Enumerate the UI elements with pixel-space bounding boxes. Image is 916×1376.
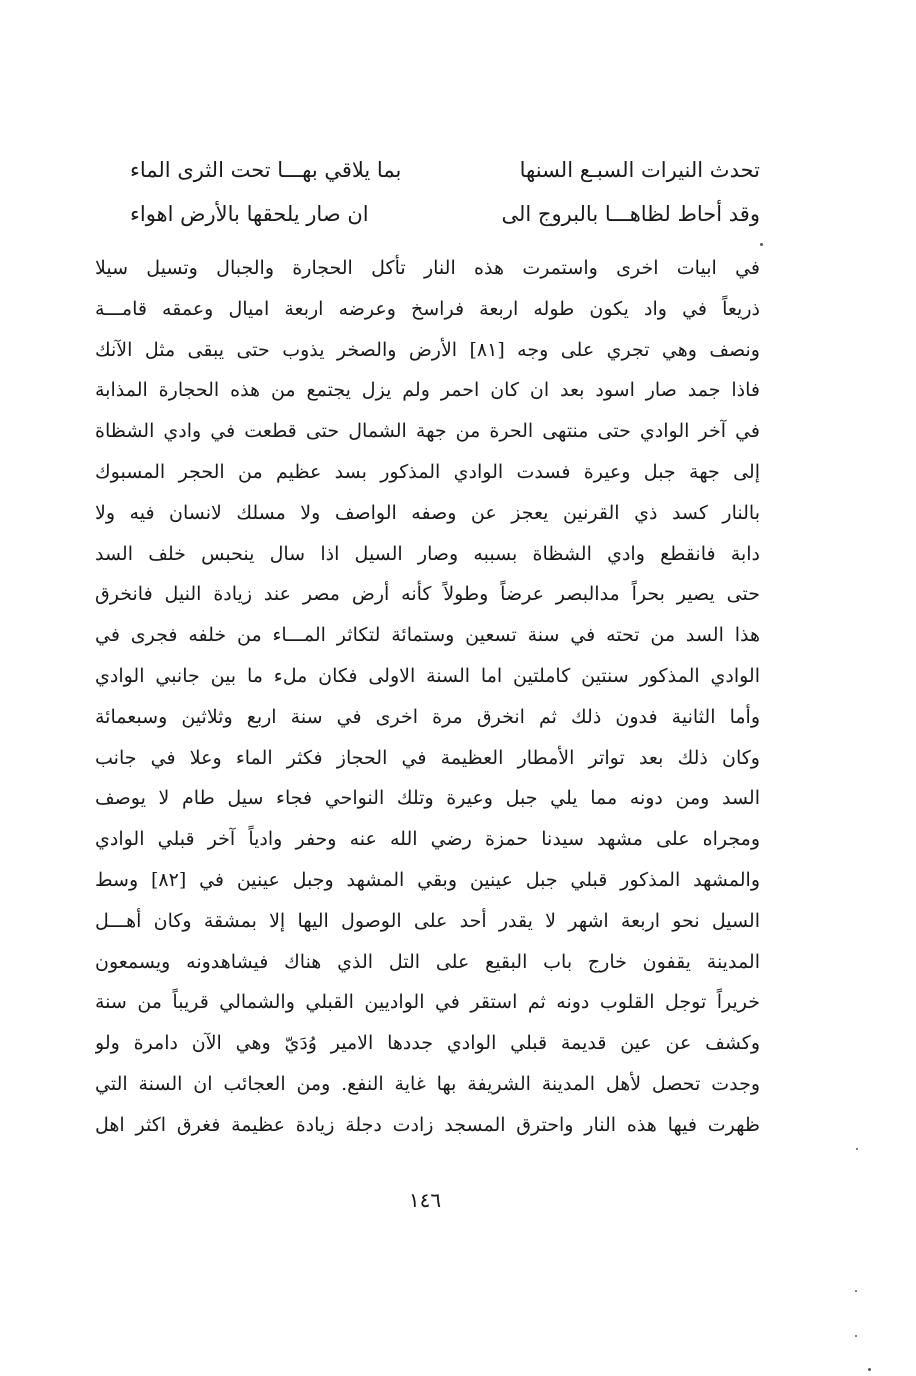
poem-second-hemistich: بما يلاقي بهـــا تحت الثرى الماء bbox=[130, 158, 402, 182]
poem-line bbox=[130, 148, 760, 192]
scan-speck bbox=[855, 1335, 857, 1337]
body-paragraph bbox=[95, 248, 760, 1146]
scan-speck bbox=[868, 1368, 871, 1371]
text-line: خريراً توجل القلوب دونه ثم استقر في الواديين القبلي والشمالي قريباً من سنة bbox=[95, 991, 760, 1014]
poem-first-hemistich: وقد أحاط لظاهـــا بالبروج الى bbox=[501, 202, 760, 226]
text-line: بالنار كسد ذي القرنين يعجز عن وصفه الواصف ولا مسلك لانسان فيه ولا bbox=[95, 501, 760, 524]
text-line: ظهرت فيها هذه النار واحترق المسجد زادت دجلة زيادة عظيمة فغرق اكثر اهل bbox=[95, 1113, 760, 1136]
text-line: ونصف وهي تجري على وجه [٨١] الأرض والصخر يذوب حتى يبقى مثل الآنك bbox=[95, 338, 760, 361]
scan-speck bbox=[760, 243, 763, 246]
text-line: إلى جهة جبل وعيرة فسدت الوادي المذكور بسد عظيم من الحجر المسبوك bbox=[95, 460, 760, 483]
text-line: وكان ذلك بعد تواتر الأمطار العظيمة في الحجاز فكثر الماء وعلا في جانب bbox=[95, 746, 760, 769]
text-line: في آخر الوادي حتى منتهى الحرة من جهة الشمال حتى قطعت في وادي الشظاة bbox=[95, 420, 760, 443]
text-line: دابة فانقطع وادي الشظاة بسببه وصار السيل اذا سال ينحبس خلف السد bbox=[95, 542, 760, 565]
text-line: فاذا جمد صار اسود بعد ان كان احمر ولم يزل يجتمع من هذه الحجارة المذابة bbox=[95, 379, 760, 402]
poem-line bbox=[130, 192, 760, 236]
page-number: ١٤٦ bbox=[408, 1188, 442, 1212]
text-line: وجدت تحصل لأهل المدينة الشريفة بها غاية النفع. ومن العجائب ان السنة التي bbox=[95, 1072, 760, 1095]
text-line: المدينة يقفون خارج باب البقيع على التل الذي هناك فيشاهدونه ويسمعون bbox=[95, 950, 760, 973]
text-line: وكشف عن عين قديمة قبلي الوادي جددها الامير وُدَيّ وهي الآن دامرة ولو bbox=[95, 1032, 760, 1055]
text-line: والمشهد المذكور قبلي جبل عينين وبقي المشهد وجبل عينين في [٨٢] وسط bbox=[95, 868, 760, 891]
text-line: ومجراه على مشهد سيدنا حمزة رضي الله عنه وحفر وادياً آخر قبلي الوادي bbox=[95, 828, 760, 851]
scan-speck bbox=[856, 1148, 858, 1150]
text-line: الوادي المذكور سنتين كاملتين اما السنة الاولى فكان ملء ما بين جانبي الوادي bbox=[95, 664, 760, 687]
text-line: هذا السد من تحته في سنة تسعين وستمائة لتكاثر المـــاء من خلفه فجرى في bbox=[95, 624, 760, 647]
text-line: في ابيات اخرى واستمرت هذه النار تأكل الحجارة والجبال وتسيل سيلا bbox=[95, 257, 760, 279]
poem-second-hemistich: ان صار يلحقها بالأرض اهواء bbox=[130, 202, 369, 226]
poem-first-hemistich: تحدث النيرات السبـع السنها bbox=[519, 158, 760, 182]
poem-verses bbox=[130, 148, 760, 236]
text-line: حتى يصير بحراً مدالبصر عرضاً وطولاً كأنه أرض مصر عند زيادة النيل فانخرق bbox=[95, 583, 760, 606]
text-line: ذريعاً في واد يكون طوله اربعة فراسخ وعرضه اربعة اميال وعمقه قامـــة bbox=[95, 297, 760, 320]
scan-speck bbox=[855, 1290, 857, 1292]
text-line: السد ومن دونه مما يلي جبل وعيرة وتلك النواحي فجاء سيل طام لا يوصف bbox=[95, 787, 760, 810]
text-line: السيل نحو اربعة اشهر لا يقدر أحد على الوصول اليها إلا بمشقة وكان أهـــل bbox=[95, 909, 760, 932]
text-line: وأما الثانية فدون ذلك ثم انخرق مرة اخرى في سنة اربع وثلاثين وسبعمائة bbox=[95, 705, 760, 728]
